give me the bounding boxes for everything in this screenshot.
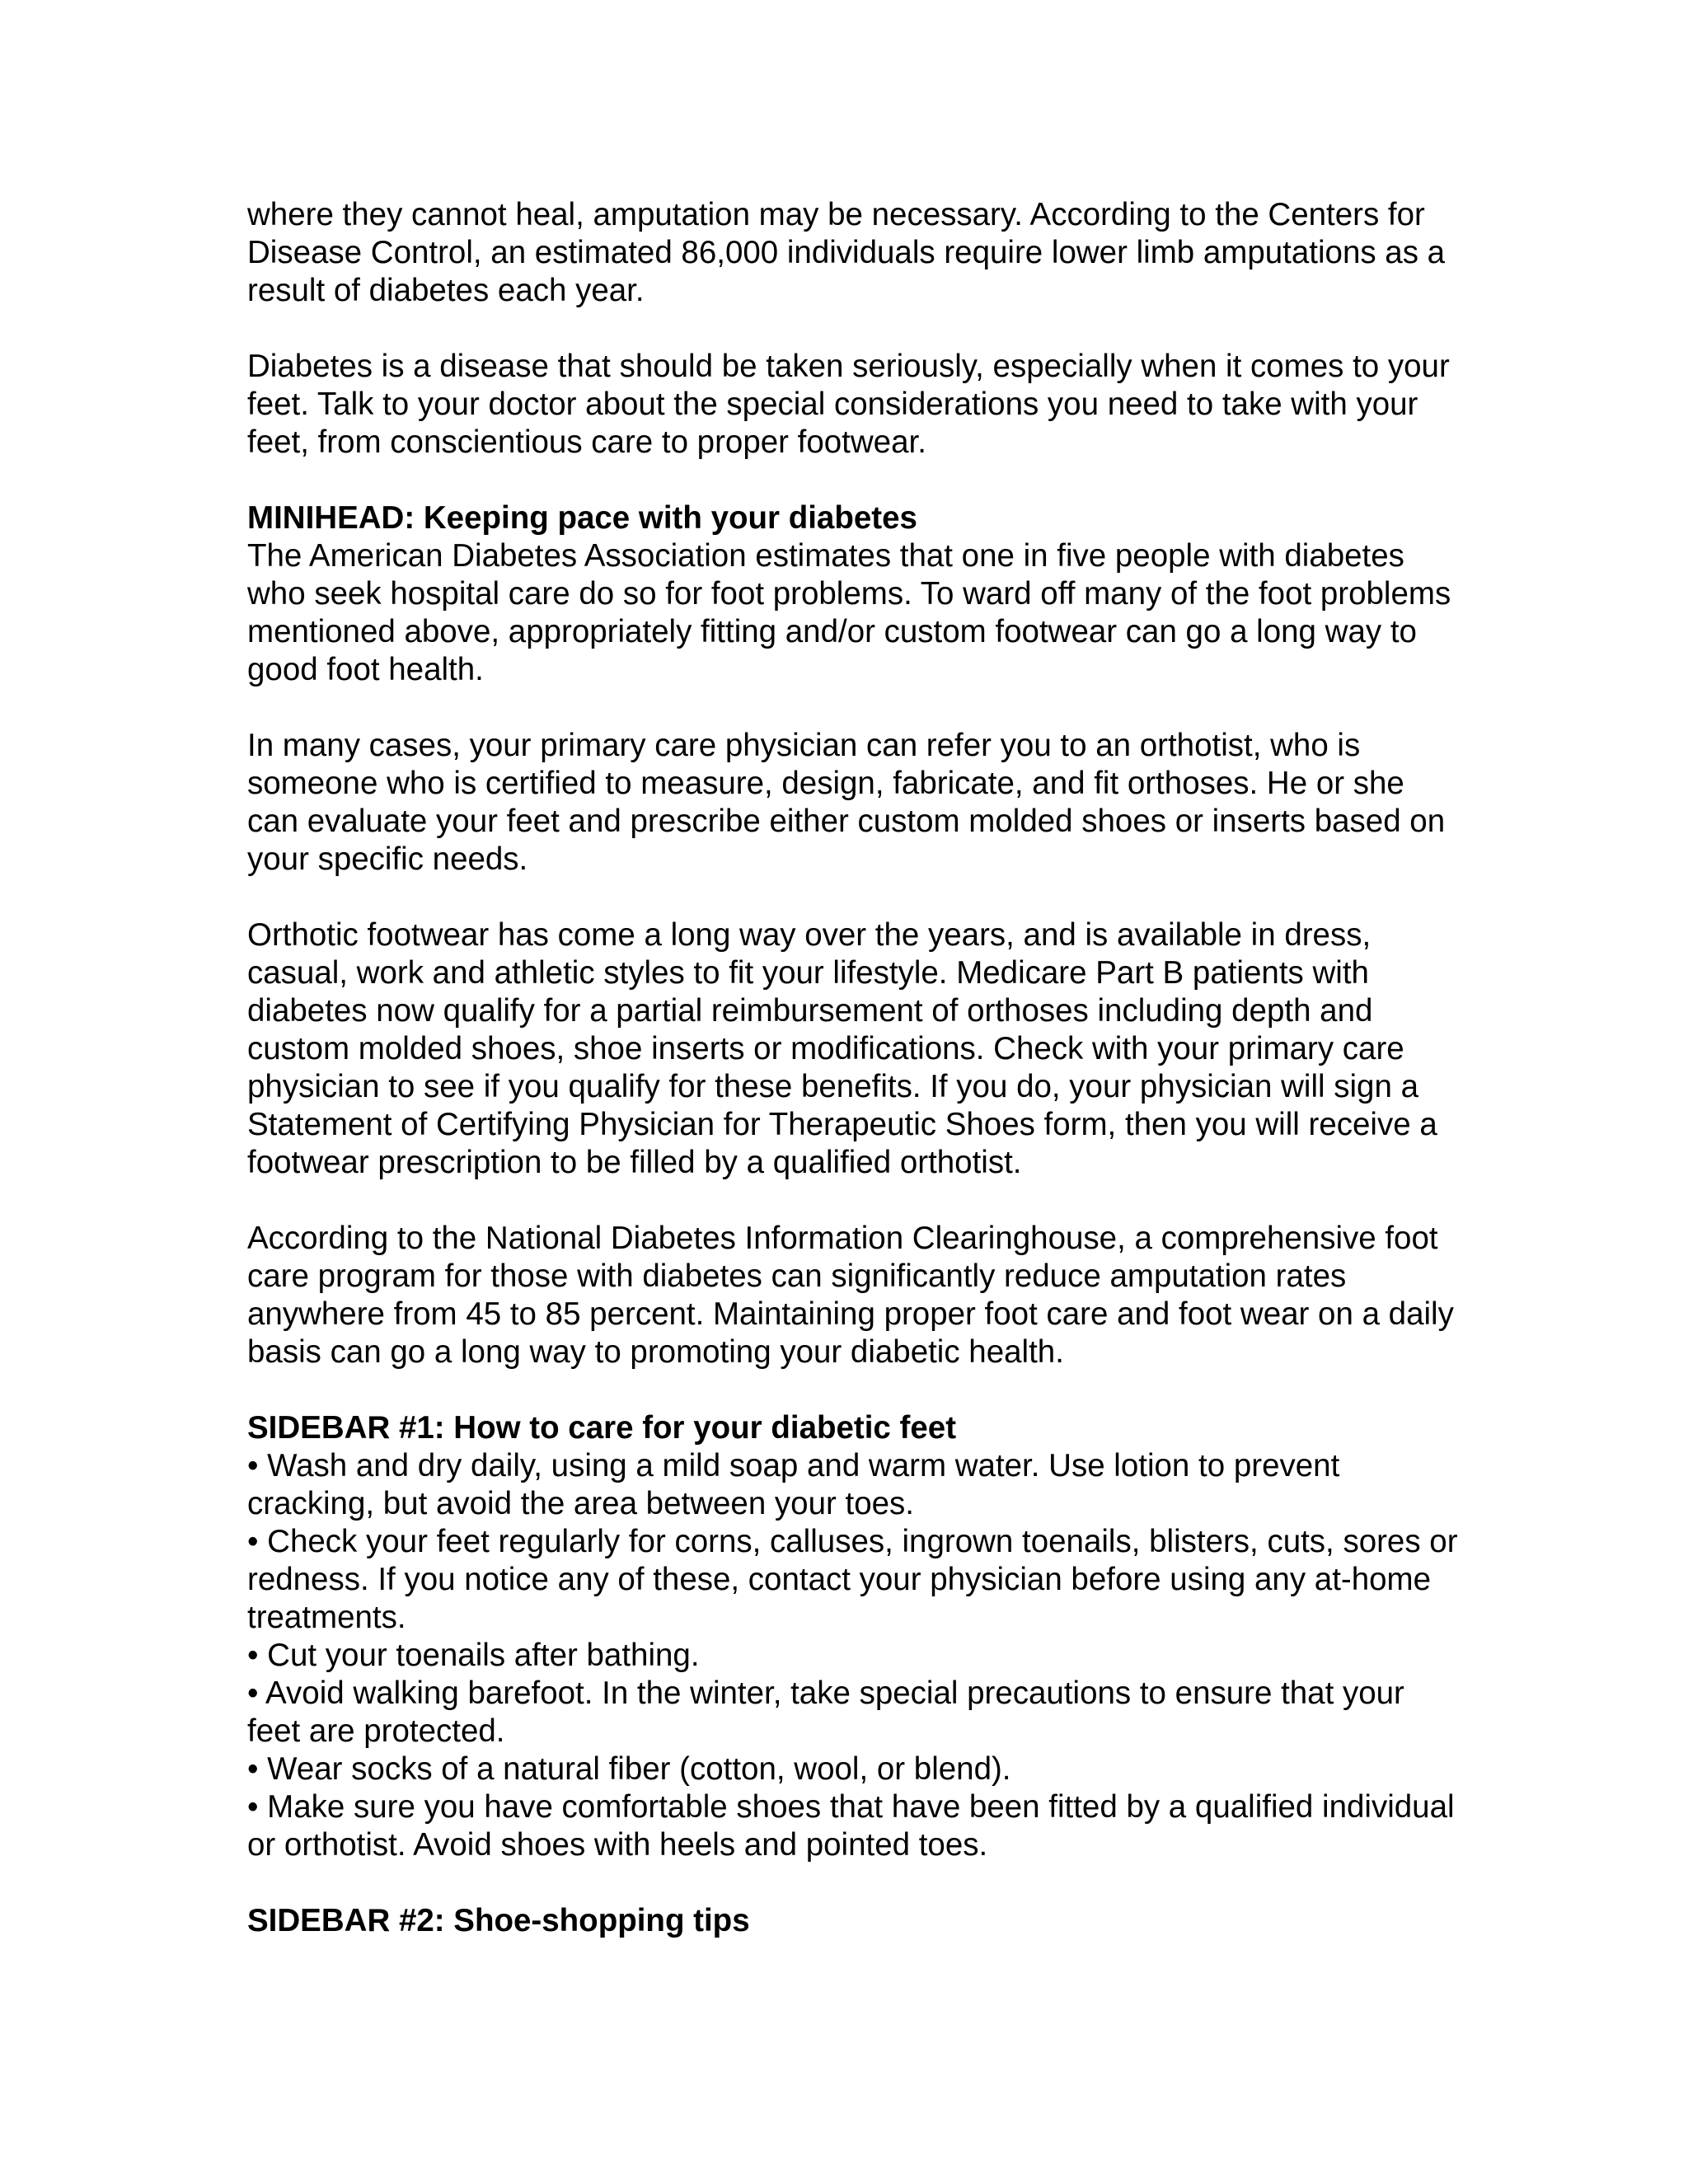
list-item: • Avoid walking barefoot. In the winter, take special precautions to ensure that your feet are protected. xyxy=(247,1675,1404,1749)
list-item: • Cut your toenails after bathing. xyxy=(247,1638,700,1673)
body-text: According to the National Diabetes Information Clearinghouse, a comprehensive foot care program for those with diabetes can significantly reduce amputation rates anywhere from 45 to 85 percent. Maintaining proper foot care and foot wear on a daily basis can go a long way to promoting your diabetic health. xyxy=(247,1221,1454,1370)
intro-paragraph-2 xyxy=(247,348,1459,462)
minihead-paragraph-3 xyxy=(247,916,1459,1182)
sidebar-2-heading: SIDEBAR #2: Shoe-shopping tips xyxy=(247,1903,750,1938)
sidebar-2-section xyxy=(247,1902,1459,1940)
minihead-heading: MINIHEAD: Keeping pace with your diabetes xyxy=(247,500,917,536)
list-item: • Check your feet regularly for corns, calluses, ingrown toenails, blisters, cuts, sores or redness. If you notice any of these, contact your physician before using any at-home treatments. xyxy=(247,1524,1458,1635)
body-text: In many cases, your primary care physician can refer you to an orthotist, who is someone who is certified to measure, design, fabricate, and fit orthoses. He or she can evaluate your feet and prescribe either custom molded shoes or inserts based on your specific needs. xyxy=(247,728,1446,877)
document-page xyxy=(247,196,1459,1978)
minihead-section xyxy=(247,499,1459,689)
body-text: The American Diabetes Association estimates that one in five people with diabetes who seek hospital care do so for foot problems. To ward off many of the foot problems mentioned above, appropriately fitting and/or custom footwear can go a long way to good foot health. xyxy=(247,538,1451,687)
sidebar-1-heading: SIDEBAR #1: How to care for your diabetic feet xyxy=(247,1410,957,1446)
minihead-paragraph-2 xyxy=(247,727,1459,879)
sidebar-1-section xyxy=(247,1409,1459,1864)
list-item: • Wash and dry daily, using a mild soap and warm water. Use lotion to prevent cracking, but avoid the area between your toes. xyxy=(247,1448,1340,1521)
body-text: where they cannot heal, amputation may be necessary. According to the Centers for Disease Control, an estimated 86,000 individuals require lower limb amputations as a result of diabetes each year. xyxy=(247,197,1446,308)
body-text: Diabetes is a disease that should be taken seriously, especially when it comes to your feet. Talk to your doctor about the special considerations you need to take with your feet, from conscientious care to proper footwear. xyxy=(247,349,1450,460)
list-item: • Wear socks of a natural fiber (cotton, wool, or blend). xyxy=(247,1751,1011,1787)
intro-paragraph-1 xyxy=(247,196,1459,310)
body-text: Orthotic footwear has come a long way over the years, and is available in dress, casual, work and athletic styles to fit your lifestyle. Medicare Part B patients with diabetes now qualify for a partial reimbursement of orthoses including depth and custom molded shoes, shoe inserts or modifications. Check with your primary care physician to see if you qualify for these benefits. If you do, your physician will sign a Statement of Certifying Physician for Therapeutic Shoes form, then you will receive a footwear prescription to be filled by a qualified orthotist. xyxy=(247,917,1437,1180)
list-item: • Make sure you have comfortable shoes that have been fitted by a qualified individual or orthotist. Avoid shoes with heels and pointed toes. xyxy=(247,1789,1455,1863)
minihead-paragraph-4 xyxy=(247,1220,1459,1371)
